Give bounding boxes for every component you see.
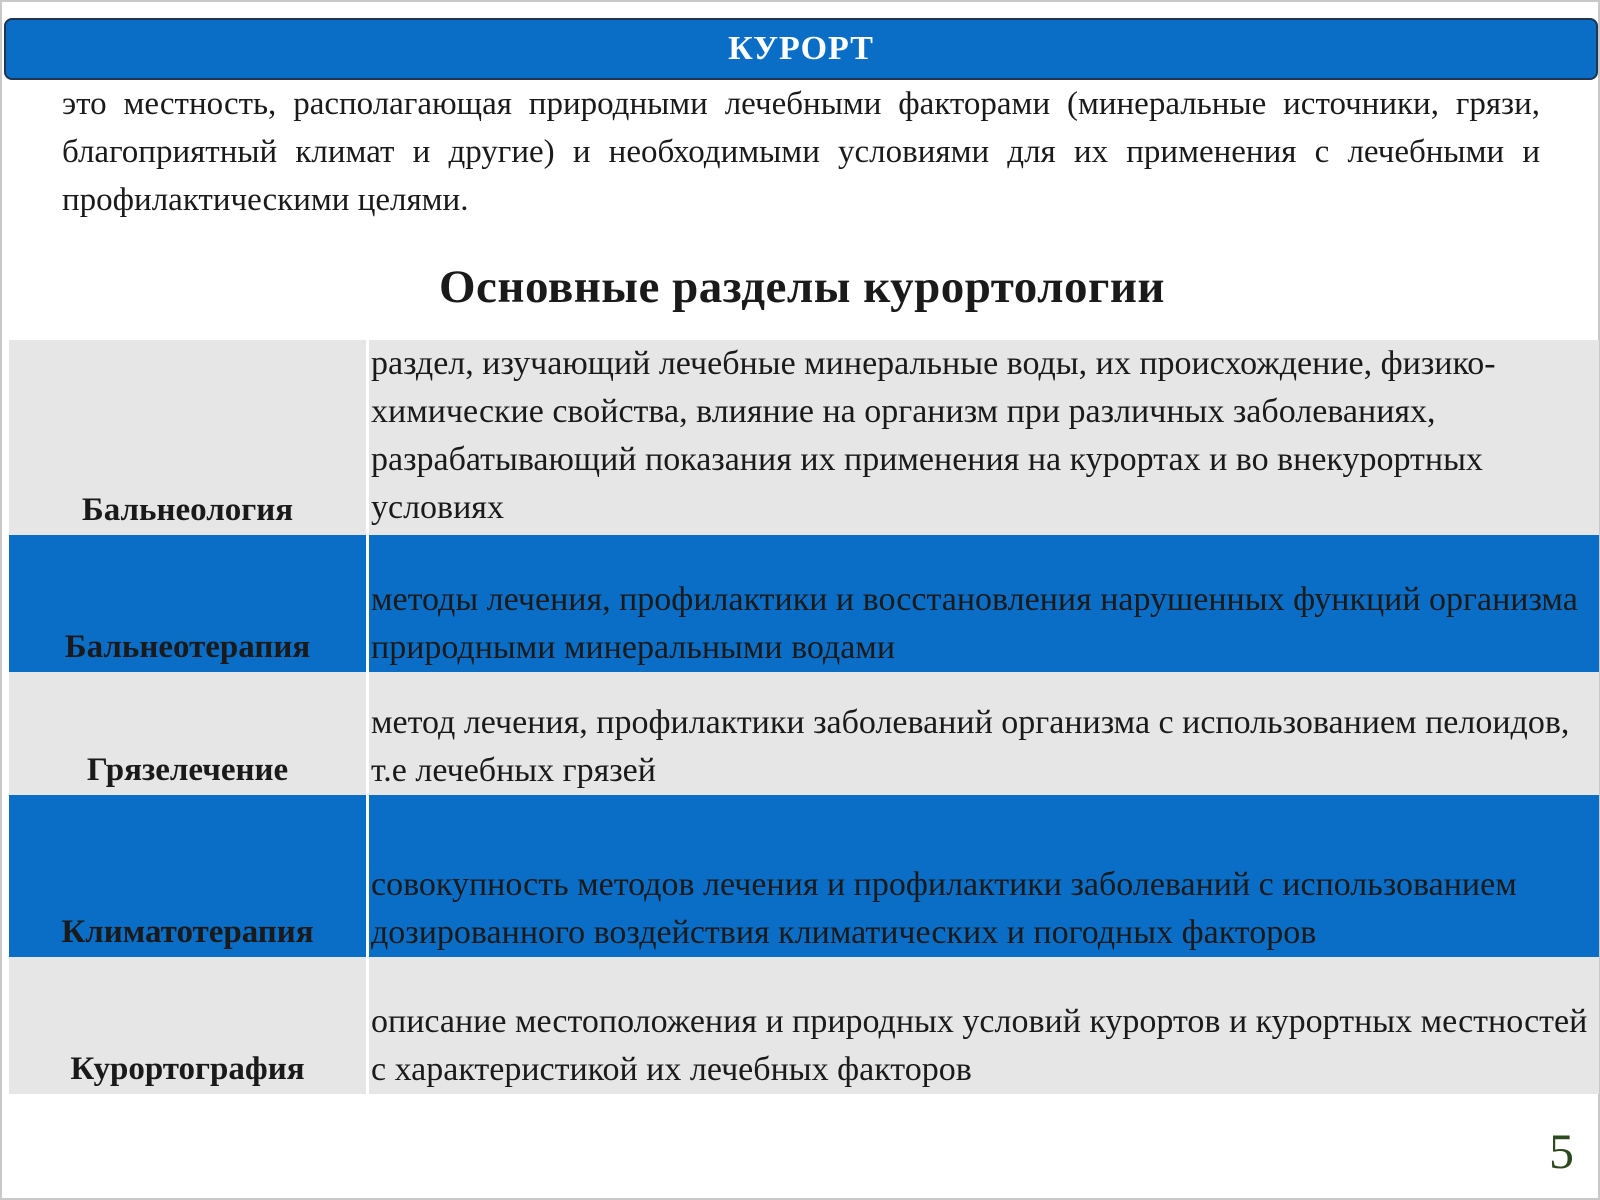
term-name: Бальнеология: [9, 340, 369, 535]
term-row: [9, 535, 1599, 672]
terms-table: [9, 340, 1599, 1094]
title-banner: [4, 18, 1598, 80]
term-row: [9, 340, 1599, 535]
term-name: Климатотерапия: [9, 795, 369, 957]
term-description: методы лечения, профилактики и восстановления нарушенных функций организма природными минеральными водами: [371, 581, 1578, 666]
term-row: [9, 672, 1599, 795]
term-row: [9, 795, 1599, 957]
term-row: [9, 957, 1599, 1094]
page-number: 5: [1549, 1123, 1574, 1179]
banner-title: КУРОРТ: [728, 30, 874, 67]
term-description: описание местоположения и природных условий курортов и курортных местностей с характеристикой их лечебных факторов: [371, 1003, 1588, 1088]
term-description: раздел, изучающий лечебные минеральные воды, их происхождение, физико-химические свойства, влияние на организм при различных заболеваниях, разрабатывающий показания их применения на курортах и во внекурортных условиях: [371, 345, 1496, 526]
term-name: Бальнеотерапия: [9, 535, 369, 672]
term-description: совокупность методов лечения и профилактики заболеваний с использованием дозированного воздействия климатических и погодных факторов: [371, 866, 1517, 951]
definition-text: это местность, располагающая природными лечебными факторами (минеральные источники, грязи, благоприятный климат и другие) и необходимыми условиями для их применения с лечебными и профилактическими целями.: [62, 86, 1540, 218]
section-heading: Основные разделы курортологии: [438, 261, 1166, 313]
term-name: Грязелечение: [9, 672, 369, 795]
term-name: Курортография: [9, 957, 369, 1094]
term-description: метод лечения, профилактики заболеваний организма с использованием пелоидов, т.е лечебных грязей: [371, 704, 1570, 789]
